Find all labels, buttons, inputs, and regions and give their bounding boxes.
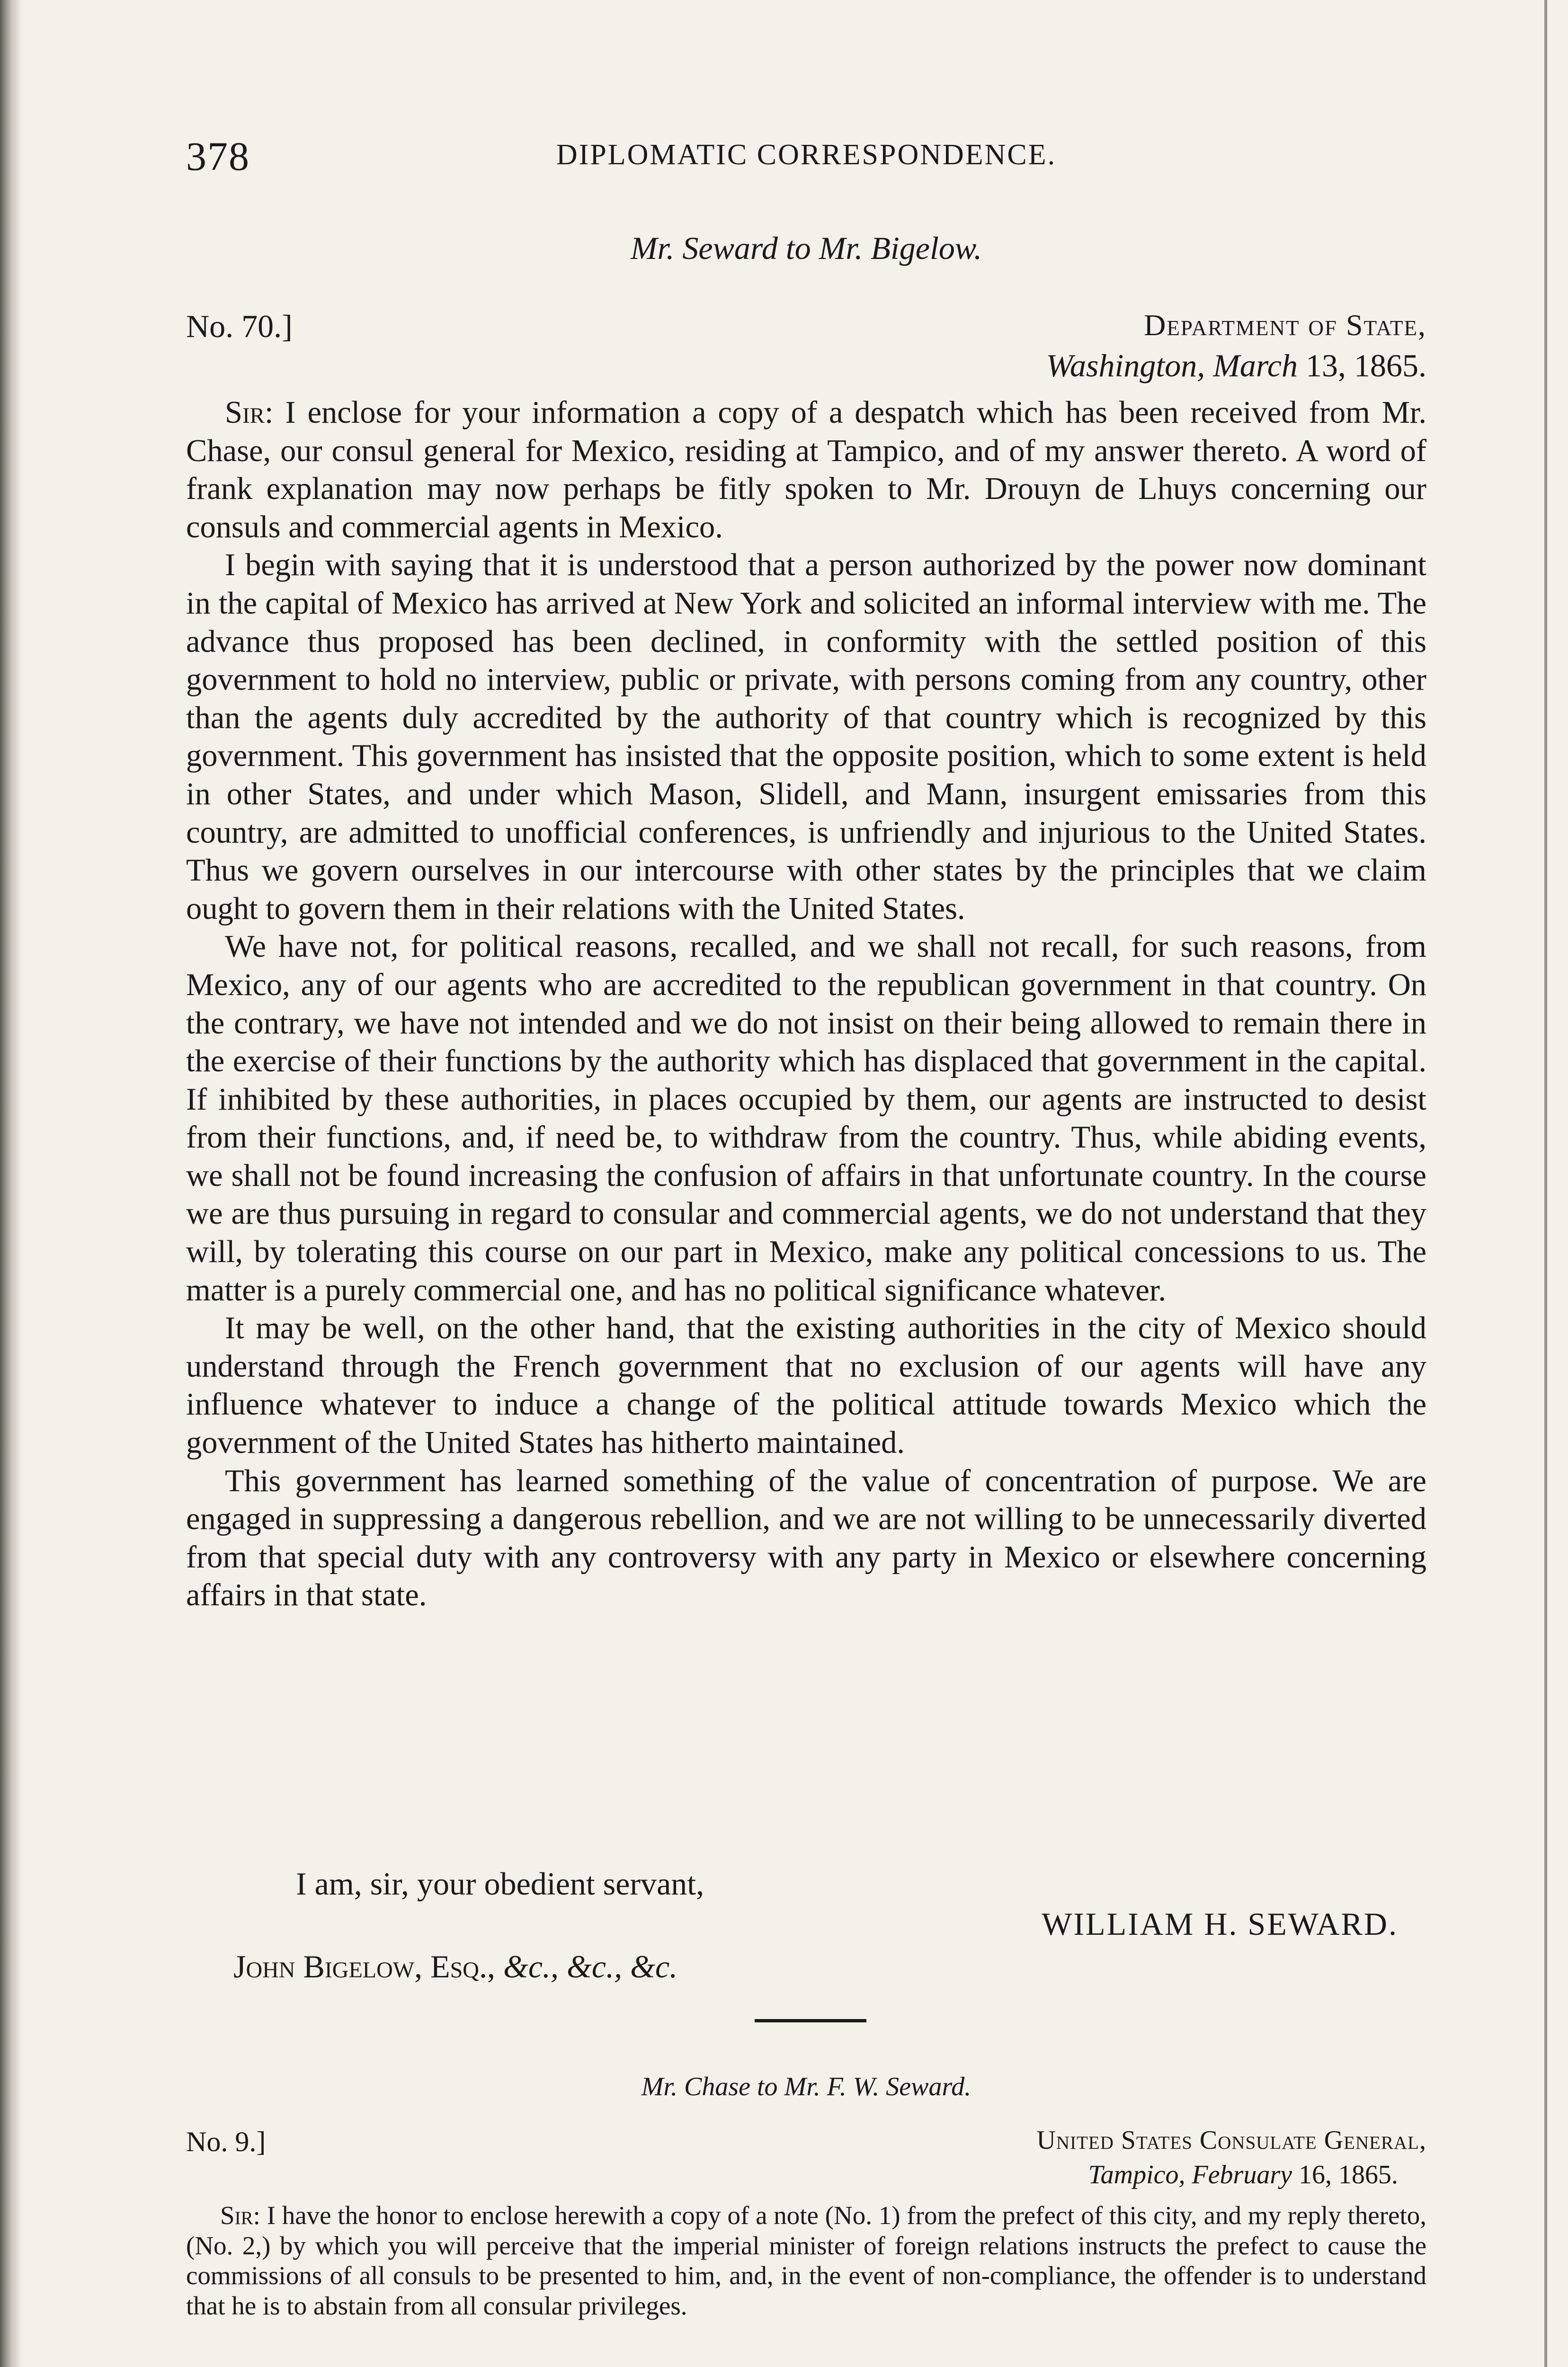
sender-office: Department of State, [1144,308,1426,342]
dateline-date: 13, 1865. [1306,347,1426,384]
sender-office: United States Consulate General, [1036,2126,1426,2155]
paragraph: We have not, for political reasons, recalled, and we shall not recall, for such reasons, from Mexico, any of our agents who are accredited to the republican government in that country. On the contrary, we have not intended and we do not insist on their being allowed to remain there in the exercise of their functions by the authority which has displaced that government in the capital. If inhibited by these authorities, in places occupied by them, our agents are instructed to desist from their functions, and, if need be, to withdraw from the country. Thus, while abiding events, we shall not be found increasing the confusion of affairs in that unfortunate country. In the course we are thus pursuing in regard to consular and commercial agents, we do not understand that they will, by tolerating this course on our part in Mexico, make any political concessions to us. The matter is a purely commercial one, and has no political significance whatever. [186,929,1426,1308]
despatch-number: No. 70.] [186,308,293,344]
dateline-month: February [1192,2160,1292,2189]
paragraph [186,394,1426,546]
paragraph [186,2200,1426,2321]
page-header [186,128,1426,194]
letter-meta [186,2123,1426,2194]
signature: WILLIAM H. SEWARD. [1042,1906,1398,1942]
addressee-etc: &c., &c., &c. [503,1949,678,1984]
dateline-date: 16, 1865. [1299,2160,1398,2189]
paragraph-text: : I have the honor to enclose herewith a copy of a note (No. 1) from the prefect of this city, and my reply thereto, (No. 2,) by which you will perceive that the imperial minister of foreign relations instructs the prefect to cause the commissions of all consuls to be presented to him, and, in the event of non-compliance, the offender is to understand that he is to abstain from all consular privileges. [186,2201,1426,2320]
despatch-number: No. 9.] [186,2126,266,2157]
salutation: Sir [220,2201,253,2230]
closing: I am, sir, your obedient servant, [296,1866,704,1902]
addressee-name: John Bigelow, Esq., [233,1949,495,1984]
letter-body [186,2200,1426,2321]
dateline [186,345,1426,386]
section-divider [755,2019,866,2022]
dateline-place: Tampico, [1088,2160,1185,2189]
paragraph-text: : I enclose for your information a copy of a despatch which has been received from Mr. Chase, our consul general for Mexico, residing at Tampico, and of my answer thereto. A word of frank explanation may now perhaps be fitly spoken to Mr. Drouyn de Lhuys concerning our consuls and commercial agents in Mexico. [186,395,1426,544]
dateline [186,2158,1426,2192]
addressee [233,1946,677,1987]
page-number: 378 [186,133,250,179]
dateline-place: Washington, [1046,347,1205,384]
page-left-edge [0,0,22,2367]
paragraph: It may be well, on the other hand, that the existing authorities in the city of Mexico should understand through the French government that no exclusion of our agents will have any influence whatever to induce a change of the political attitude towards Mexico which the government of the United States has hitherto maintained. [186,1311,1426,1460]
salutation: Sir [225,395,265,430]
letter-heading: Mr. Seward to Mr. Bigelow. [630,230,982,266]
page-right-edge [1544,0,1547,2367]
letter-meta [186,305,1426,405]
letter-heading: Mr. Chase to Mr. F. W. Seward. [641,2072,971,2101]
running-head: DIPLOMATIC CORRESPONDENCE. [556,139,1057,171]
paragraph: This government has learned something of the value of concentration of purpose. We are engaged in suppressing a dangerous rebellion, and we are not willing to be unnecessarily diverted from that special duty with any controversy with any party in Mexico or elsewhere concerning affairs in that state. [186,1463,1426,1613]
letter-body [186,394,1426,1615]
paragraph: I begin with saying that it is understood that a person authorized by the power now dominant in the capital of Mexico has arrived at New York and solicited an informal interview with me. The advance thus proposed has been declined, in conformity with the settled position of this government to hold no interview, public or private, with persons coming from any country, other than the agents duly accredited by the authority of that country which is recognized by this government. This government has insisted that the opposite position, which to some extent is held in other States, and under which Mason, Slidell, and Mann, insurgent emissaries from this country, are admitted to unofficial conferences, is unfriendly and injurious to the United States. Thus we govern ourselves in our intercourse with other states by the principles that we claim ought to govern them in their relations with the United States. [186,548,1426,926]
dateline-month: March [1213,347,1298,384]
